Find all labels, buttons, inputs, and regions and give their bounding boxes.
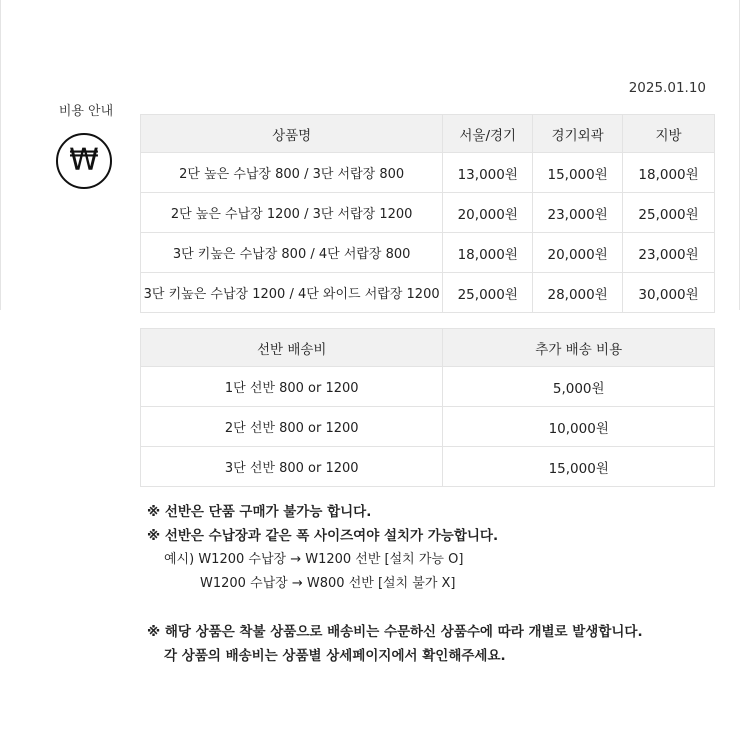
note-check-detail-page: 각 상품의 배송비는 상품별 상세페이지에서 확인해주세요. [164, 648, 506, 664]
price-cell: 25,000원 [443, 273, 533, 313]
date-label: 2025.01.10 [628, 80, 706, 96]
price-cell: 23,000원 [623, 233, 715, 273]
note-cash-on-delivery: ※ 해당 상품은 착불 상품으로 배송비는 수문하신 상품수에 따라 개별로 발생합니다. [147, 624, 643, 640]
price-cell: 23,000원 [533, 193, 623, 233]
shelf-name-cell: 1단 선반 800 or 1200 [141, 367, 443, 407]
table-row [141, 273, 715, 313]
product-name-cell: 2단 높은 수납장 800 / 3단 서랍장 800 [141, 153, 443, 193]
shipping-fee-table [140, 114, 715, 313]
product-name-cell: 3단 키높은 수납장 800 / 4단 서랍장 800 [141, 233, 443, 273]
header-gyeonggi-outskirts: 경기외곽 [533, 115, 623, 153]
table-header-row [141, 329, 715, 367]
price-cell: 20,000원 [443, 193, 533, 233]
header-extra-cost: 추가 배송 비용 [443, 329, 715, 367]
note-example-ok: 예시) W1200 수납장 → W1200 선반 [설치 가능 O] [164, 552, 464, 567]
price-cell: 30,000원 [623, 273, 715, 313]
table-row [141, 193, 715, 233]
won-icon: ₩ [56, 133, 112, 189]
cost-guide-label: 비용 안내 [58, 104, 114, 119]
note-example-not-ok: W1200 수납장 → W800 선반 [설치 불가 X] [200, 576, 456, 591]
product-name-cell: 2단 높은 수납장 1200 / 3단 서랍장 1200 [141, 193, 443, 233]
shelf-name-cell: 2단 선반 800 or 1200 [141, 407, 443, 447]
table-row [141, 153, 715, 193]
price-cell: 15,000원 [533, 153, 623, 193]
table-header-row [141, 115, 715, 153]
notes-section [147, 500, 643, 668]
price-cell: 10,000원 [443, 407, 715, 447]
table-row [141, 233, 715, 273]
note-same-width: ※ 선반은 수납장과 같은 폭 사이즈여야 설치가 가능합니다. [147, 528, 499, 544]
shelf-fee-table [140, 328, 715, 487]
spacer [147, 596, 643, 620]
price-cell: 15,000원 [443, 447, 715, 487]
price-cell: 18,000원 [623, 153, 715, 193]
table-row [141, 407, 715, 447]
header-seoul-gyeonggi: 서울/경기 [443, 115, 533, 153]
table-row [141, 447, 715, 487]
price-cell: 18,000원 [443, 233, 533, 273]
header-product-name: 상품명 [141, 115, 443, 153]
table-row [141, 367, 715, 407]
price-cell: 28,000원 [533, 273, 623, 313]
shelf-name-cell: 3단 선반 800 or 1200 [141, 447, 443, 487]
header-province: 지방 [623, 115, 715, 153]
price-cell: 25,000원 [623, 193, 715, 233]
price-cell: 5,000원 [443, 367, 715, 407]
header-shelf-shipping: 선반 배송비 [141, 329, 443, 367]
note-no-single-purchase: ※ 선반은 단품 구매가 불가능 합니다. [147, 504, 372, 520]
product-name-cell: 3단 키높은 수납장 1200 / 4단 와이드 서랍장 1200 [141, 273, 443, 313]
price-cell: 13,000원 [443, 153, 533, 193]
price-cell: 20,000원 [533, 233, 623, 273]
